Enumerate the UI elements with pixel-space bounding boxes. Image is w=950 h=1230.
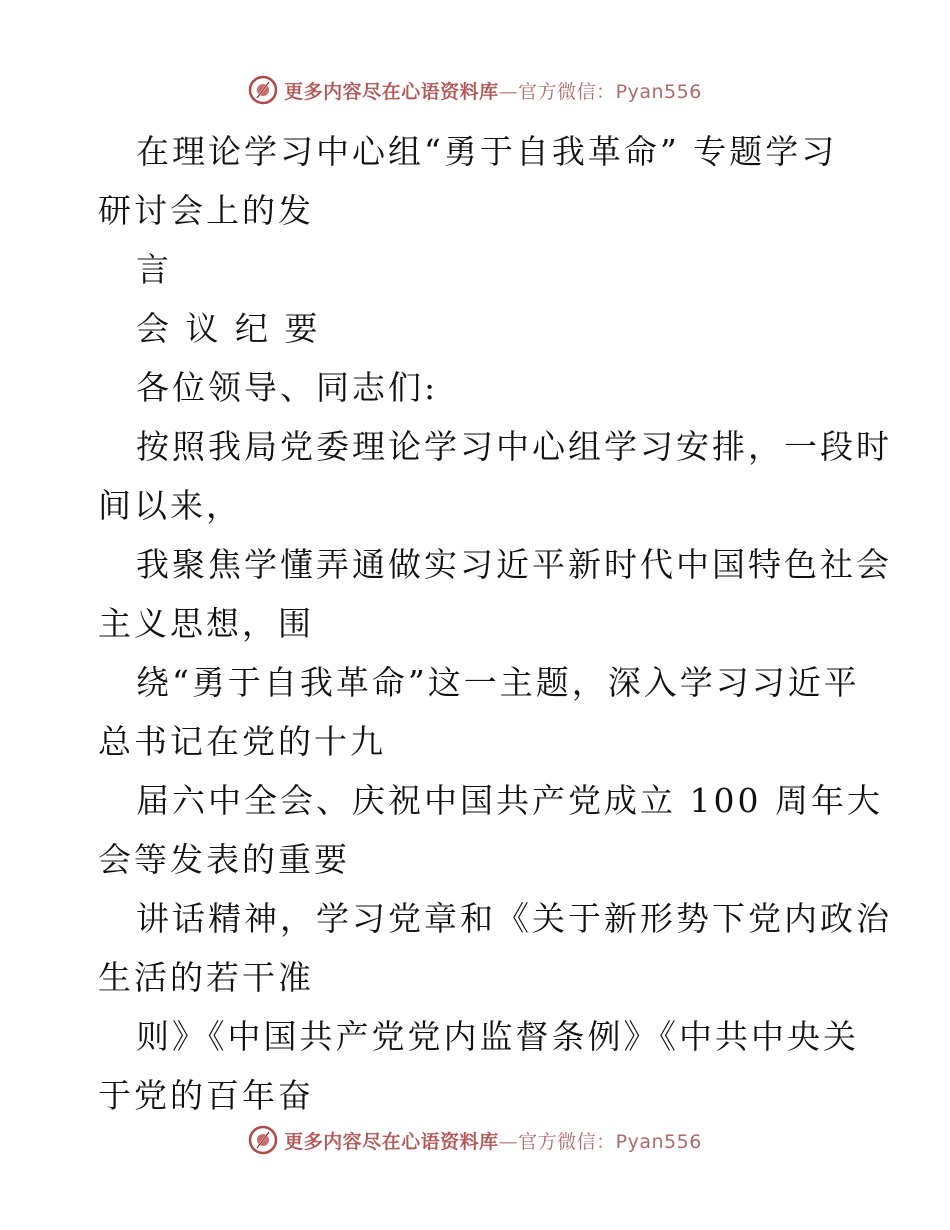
watermark-brand: 更多内容尽在心语资料库 [284, 80, 499, 103]
paragraph-line: 讲话精神，学习党章和《关于新形势下党内政治 [136, 899, 892, 938]
watermark-dash: — [498, 1130, 519, 1153]
brand-logo-icon [248, 75, 278, 105]
footer-watermark [0, 1122, 950, 1158]
paragraph-line: 生活的若干准 [98, 958, 314, 997]
paragraph-line: 间以来， [98, 486, 242, 525]
watermark-dash: — [498, 80, 519, 103]
watermark-text [284, 77, 702, 104]
brand-logo-icon [248, 1125, 278, 1155]
watermark-text [284, 1127, 702, 1154]
paragraph-line: 则》《中国共产党党内监督条例》《中共中央关 [136, 1017, 859, 1056]
paragraph-line: 届六中全会、庆祝中国共产党成立 100 周年大 [136, 781, 883, 820]
paragraph-line: 我聚焦学懂弄通做实习近平新时代中国特色社会 [136, 545, 892, 584]
header-watermark [0, 72, 950, 108]
title-line-2: 研讨会上的发 [98, 191, 314, 230]
title-line-3: 言 [136, 250, 172, 289]
paragraph-line: 总书记在党的十九 [98, 722, 386, 761]
salutation: 各位领导、同志们: [136, 368, 439, 407]
paragraph-line: 主义思想，围 [98, 604, 314, 643]
paragraph-line: 会等发表的重要 [98, 840, 350, 879]
section-heading: 会 议 纪 要 [136, 309, 321, 348]
watermark-wechat: 官方微信：Pyan556 [518, 80, 702, 103]
watermark-wechat: 官方微信：Pyan556 [518, 1130, 702, 1153]
paragraph-line: 按照我局党委理论学习中心组学习安排，一段时 [136, 427, 892, 466]
watermark-brand: 更多内容尽在心语资料库 [284, 1130, 499, 1153]
paragraph-line: 于党的百年奋 [98, 1076, 314, 1115]
paragraph-line: 绕“勇于自我革命”这一主题，深入学习习近平 [136, 663, 860, 702]
title-line-1: 在理论学习中心组“勇于自我革命” 专题学习 [136, 132, 838, 171]
document-body [98, 122, 892, 1125]
